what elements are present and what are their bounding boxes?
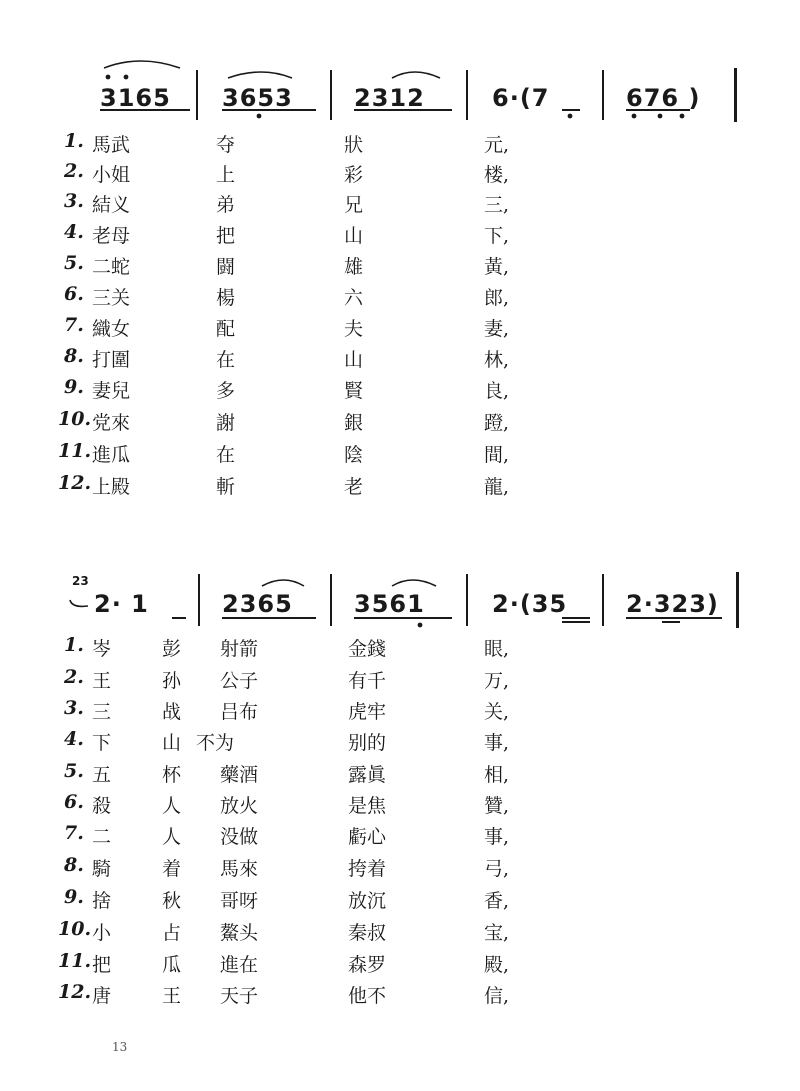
lyric-row [0,918,800,950]
lyric-text: 銀 [344,412,364,434]
lyric-text: 老 [344,476,364,498]
lyric-text: 党來 [92,412,131,434]
lyric-text: 事, [484,826,510,848]
lyric-text: 林, [484,349,510,371]
lyric-text: 雄 [344,256,364,278]
lyric-row [0,791,800,823]
slur-arc [262,580,304,586]
lyric-text: 龍, [484,476,510,498]
lyric-text: 露眞 [348,764,387,786]
lyric-text: 虧心 [348,826,387,848]
lyric-text: 藥酒 [220,764,259,786]
lyric-text: 岑 [92,638,112,660]
verse-number: 5. [64,252,84,274]
lyric-text: 把 [92,954,112,976]
verse-number: 7. [64,314,84,336]
lyric-text: 别的 [348,732,387,754]
lyric-row [0,666,800,698]
lyric-text: 多 [216,380,236,402]
lyric-row [0,822,800,854]
lyric-text: 在 [216,444,236,466]
lyric-text: 夫 [344,318,364,340]
verse-number: 2. [64,666,84,688]
lyric-text: 良, [484,380,510,402]
lyric-text: 事, [484,732,510,754]
lyric-text: 上 [216,164,236,186]
lyric-text: 殺 [92,795,112,817]
verse-number: 8. [64,345,84,367]
lyric-text: 战 [162,701,182,723]
lyric-text: 弟 [216,194,236,216]
lyric-text: 公子 [220,670,259,692]
lyric-text: 山 [162,732,182,754]
lyric-text: 山 [344,225,364,247]
verse-number: 12. [58,981,92,1003]
lyric-text: 元, [484,134,510,156]
lyric-text: 二蛇 [92,256,131,278]
lyric-text: 楼, [484,164,510,186]
measure-2: 3653 [222,84,293,112]
lyric-text: 万, [484,670,510,692]
verse-number: 10. [58,408,92,430]
measure-5: 676 ) [626,84,701,112]
lyric-text: 眼, [484,638,510,660]
verse-number: 1. [64,130,84,152]
lyric-text: 間, [484,444,510,466]
lyric-text: 王 [92,670,112,692]
lyric-text: 郎, [484,287,510,309]
lyric-text: 織女 [92,318,131,340]
lyric-text: 射箭 [220,638,259,660]
lyric-text: 瓜 [162,954,182,976]
lyric-text: 秋 [162,890,182,912]
lyric-row [0,886,800,918]
lyric-text: 下 [92,732,112,754]
lyric-text: 打圍 [92,349,131,371]
lyric-text: 吕布 [220,701,259,723]
lyric-text: 在 [216,349,236,371]
verse-number: 3. [64,697,84,719]
lyric-text: 彩 [344,164,364,186]
measure-2: 2365 [222,590,293,618]
lyric-text: 金錢 [348,638,387,660]
lyric-row [0,728,800,760]
lyric-text: 上殿 [92,476,131,498]
lyric-text: 森罗 [348,954,387,976]
lyric-text: 楊 [216,287,236,309]
lyric-text: 妻, [484,318,510,340]
lyric-text: 宝, [484,922,510,944]
measure-5: 2·323) [626,590,719,618]
lyric-text: 有千 [348,670,387,692]
measure-3: 2312 [354,84,425,112]
lyric-text: 不为 [196,732,235,754]
lyric-text: 夺 [216,134,236,156]
verse-number: 9. [64,376,84,398]
lyric-text: 放火 [220,795,259,817]
lyric-text: 蹬, [484,412,510,434]
verse-number: 8. [64,854,84,876]
lyric-text: 闘 [216,256,236,278]
lyric-text: 人 [162,826,182,848]
lyric-text: 妻兒 [92,380,131,402]
verse-number: 10. [58,918,92,940]
verse-number: 11. [58,440,92,462]
lyric-row [0,854,800,886]
verse-number: 1. [64,634,84,656]
lyric-text: 信, [484,985,510,1007]
verse-number: 11. [58,950,92,972]
lyric-text: 兄 [344,194,364,216]
lyric-text: 占 [162,922,182,944]
lyric-text: 关, [484,701,510,723]
lyric-text: 馬來 [220,858,259,880]
measure-4: 6·(7 [492,84,550,112]
lyric-row [0,634,800,666]
lyric-text: 他不 [348,985,387,1007]
lyric-text: 是焦 [348,795,387,817]
slur-arc [392,580,436,586]
verse-number: 4. [64,221,84,243]
grace-arc [70,600,88,606]
lyric-text: 狀 [344,134,364,156]
measure-3: 3561 [354,590,425,618]
lyric-text: 人 [162,795,182,817]
verse-number: 6. [64,791,84,813]
verse-number: 3. [64,190,84,212]
grace-note: 23 [72,574,89,588]
lyric-text: 黃, [484,256,510,278]
lyric-text: 天子 [220,985,259,1007]
verse-number: 5. [64,760,84,782]
lyric-text: 相, [484,764,510,786]
lyric-text: 秦叔 [348,922,387,944]
lyric-text: 鰲头 [220,922,259,944]
lyric-text: 陰 [344,444,364,466]
lyric-text: 下, [484,225,510,247]
lyric-text: 山 [344,349,364,371]
verse-number: 7. [64,822,84,844]
lyric-text: 贊, [484,795,510,817]
lyric-text: 斬 [216,476,236,498]
lyric-text: 弓, [484,858,510,880]
verse-number: 4. [64,728,84,750]
lyric-text: 虎牢 [348,701,387,723]
lyric-row [0,760,800,792]
lyric-text: 没做 [220,826,259,848]
lyric-text: 進瓜 [92,444,131,466]
page-number: 13 [112,1040,128,1054]
lyric-text: 挎着 [348,858,387,880]
lyric-text: 騎 [92,858,112,880]
lyric-text: 杯 [162,764,182,786]
lyric-text: 唐 [92,985,112,1007]
verse-number: 12. [58,472,92,494]
lyric-text: 進在 [220,954,259,976]
lyric-text: 馬武 [92,134,131,156]
lyric-text: 三关 [92,287,131,309]
lyric-text: 小姐 [92,164,131,186]
lyric-text: 哥呀 [220,890,259,912]
lyric-text: 着 [162,858,182,880]
verse-number: 9. [64,886,84,908]
lyric-row [0,981,800,1013]
lyric-row [0,697,800,729]
octave-dot [418,623,423,628]
measure-1: 2· 1 [94,590,149,618]
lyric-text: 彭 [162,638,182,660]
lyric-text: 王 [162,985,182,1007]
lyric-row [0,950,800,982]
lyric-text: 三, [484,194,510,216]
lyric-text: 結义 [92,194,131,216]
verse-number: 2. [64,160,84,182]
measure-4: 2·(35 [492,590,568,618]
verse-number: 6. [64,283,84,305]
lyric-text: 賢 [344,380,364,402]
lyric-text: 放沉 [348,890,387,912]
lyric-text: 五 [92,764,112,786]
lyric-text: 孙 [162,670,182,692]
lyric-text: 六 [344,287,364,309]
lyric-text: 捨 [92,890,112,912]
lyric-text: 二 [92,826,112,848]
lyric-text: 把 [216,225,236,247]
lyric-text: 殿, [484,954,510,976]
measure-1: 3165 [100,84,171,112]
lyric-text: 香, [484,890,510,912]
lyric-text: 謝 [216,412,236,434]
lyric-text: 小 [92,922,112,944]
lyric-text: 三 [92,701,112,723]
lyric-text: 老母 [92,225,131,247]
lyric-text: 配 [216,318,236,340]
